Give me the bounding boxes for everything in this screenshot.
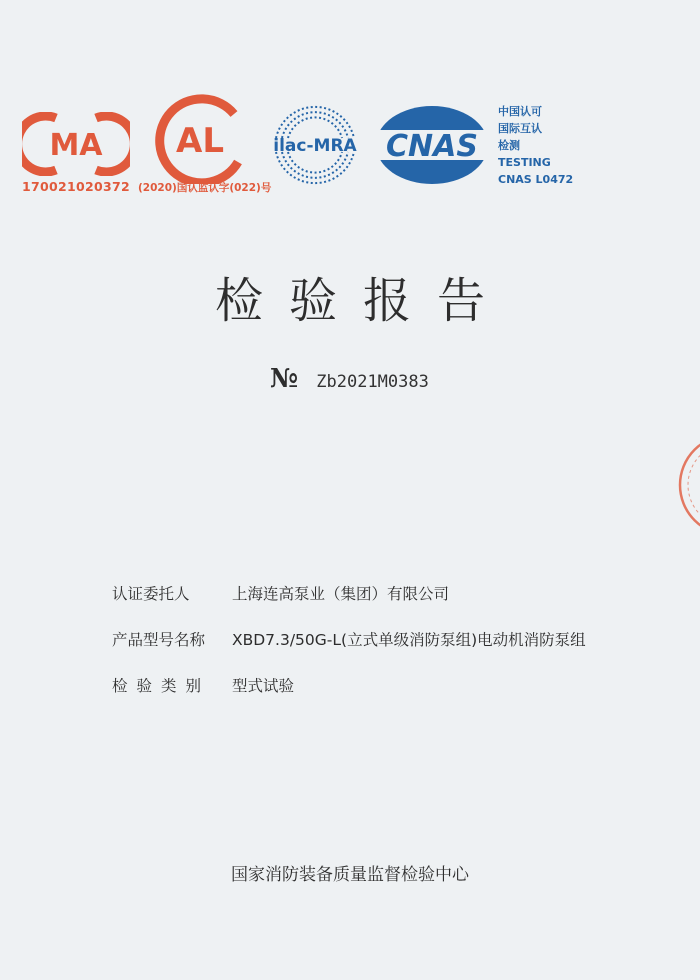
cnas-line: 检测 bbox=[498, 139, 520, 152]
cnas-accreditation-text bbox=[498, 103, 573, 188]
cnas-line: 中国认可 bbox=[498, 105, 542, 118]
ilac-mark-text: ilac-MRA bbox=[273, 136, 357, 156]
field-value: 型式试验 bbox=[232, 677, 295, 695]
field-label: 检验类别 bbox=[112, 677, 211, 695]
cma-mark-text: MA bbox=[49, 128, 103, 163]
number-sign: № bbox=[270, 364, 299, 394]
report-number-value: Zb2021M0383 bbox=[316, 372, 429, 392]
cnas-line: CNAS L0472 bbox=[498, 173, 574, 186]
cal-logo bbox=[146, 92, 254, 184]
cal-mark-text: AL bbox=[176, 121, 224, 161]
report-fields bbox=[112, 570, 586, 708]
issuing-authority: 国家消防装备质量监督检验中心 bbox=[231, 865, 469, 885]
field-label: 认证委托人 bbox=[112, 585, 190, 603]
field-value: XBD7.3/50G-L(立式单级消防泵组)电动机消防泵组 bbox=[232, 631, 586, 649]
seal-stamp-edge bbox=[670, 430, 700, 540]
cnas-line: TESTING bbox=[498, 156, 551, 169]
cma-logo bbox=[22, 112, 130, 176]
cal-number: (2020)国认监认字(022)号 bbox=[138, 182, 272, 194]
cnas-line: 国际互认 bbox=[498, 122, 542, 135]
field-row-category bbox=[112, 662, 586, 708]
ilac-mra-logo bbox=[262, 98, 368, 190]
field-label: 产品型号名称 bbox=[112, 631, 206, 649]
field-row-client bbox=[112, 570, 586, 616]
field-value: 上海连高泵业（集团）有限公司 bbox=[232, 585, 450, 603]
cma-number: 170021020372 bbox=[22, 179, 130, 194]
cnas-logo bbox=[374, 104, 490, 186]
cnas-mark-text: CNAS bbox=[386, 129, 478, 164]
report-title: 检验报告 bbox=[214, 273, 511, 329]
report-number bbox=[270, 364, 429, 394]
field-row-product bbox=[112, 616, 586, 662]
